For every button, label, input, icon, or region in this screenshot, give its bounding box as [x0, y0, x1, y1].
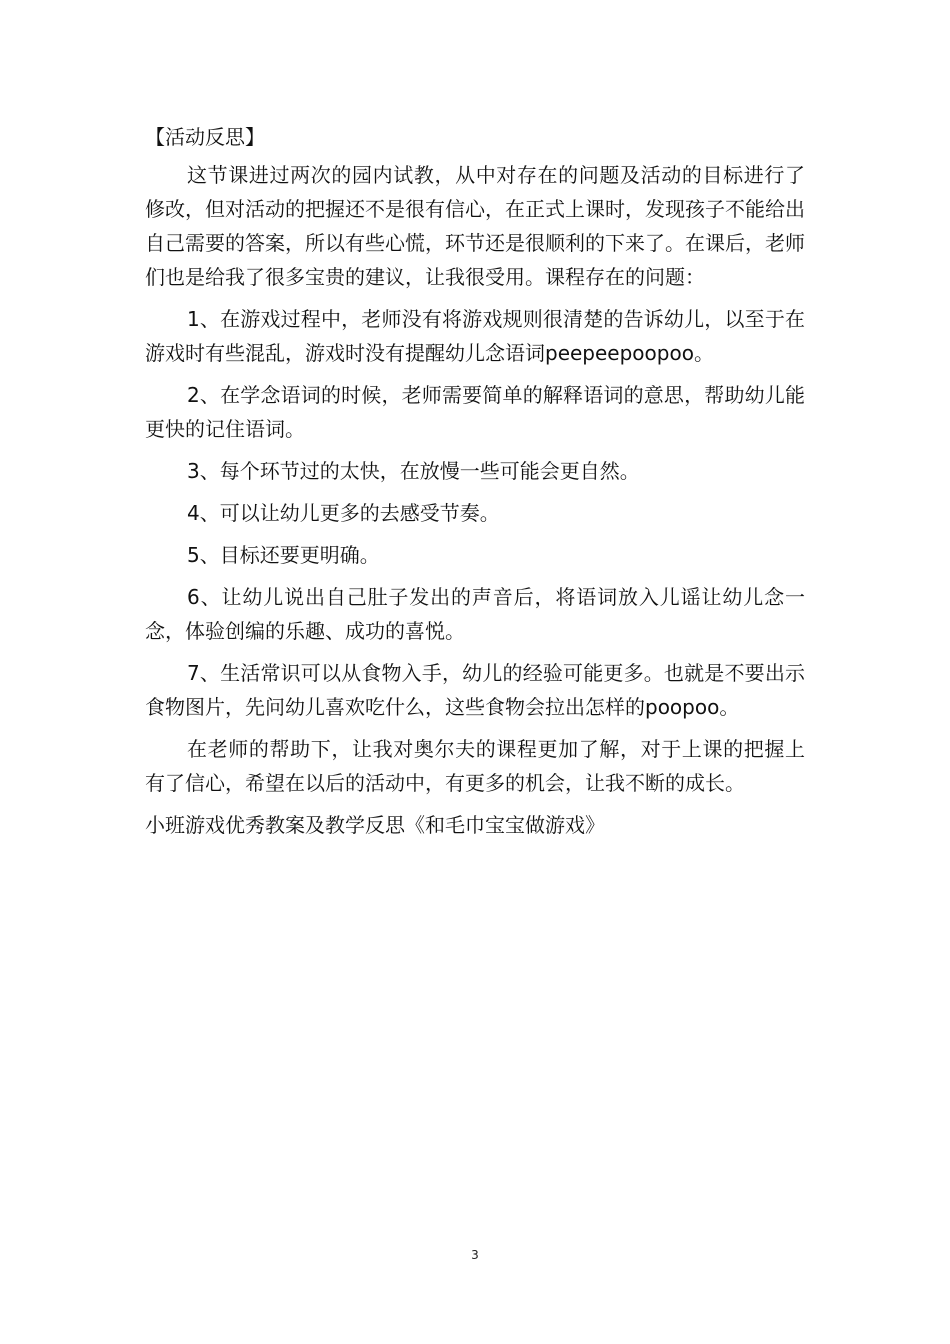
- problem-item-7: 7、生活常识可以从食物入手，幼儿的经验可能更多。也就是不要出示食物图片，先问幼儿喜欢吃什么，这些食物会拉出怎样的poopoo。: [145, 661, 805, 719]
- intro-paragraph: 这节课进过两次的园内试教，从中对存在的问题及活动的目标进行了修改，但对活动的把握还不是很有信心，在正式上课时，发现孩子不能给出自己需要的答案，所以有些心慌，环节还是很顺利的下来了。在课后，老师们也是给我了很多宝贵的建议，让我很受用。课程存在的问题：: [145, 163, 805, 289]
- conclusion-paragraph: 在老师的帮助下，让我对奥尔夫的课程更加了解，对于上课的把握上有了信心，希望在以后的活动中，有更多的机会，让我不断的成长。: [145, 737, 805, 795]
- problem-item-5: 5、目标还要更明确。: [187, 543, 380, 567]
- document-body: [145, 120, 805, 842]
- problem-item-3: 3、每个环节过的太快，在放慢一些可能会更自然。: [187, 459, 640, 483]
- problem-item-2: 2、在学念语词的时候，老师需要简单的解释语词的意思，帮助幼儿能更快的记住语词。: [145, 383, 805, 441]
- problem-item-1: 1、在游戏过程中，老师没有将游戏规则很清楚的告诉幼儿，以至于在游戏时有些混乱，游戏时没有提醒幼儿念语词peepeepoopoo。: [145, 307, 805, 365]
- section-heading: 【活动反思】: [145, 125, 265, 149]
- page-number: 3: [471, 1248, 479, 1262]
- problem-item-6: 6、让幼儿说出自己肚子发出的声音后，将语词放入儿谣让幼儿念一念，体验创编的乐趣、成功的喜悦。: [145, 585, 805, 643]
- next-lesson-title: 小班游戏优秀教案及教学反思《和毛巾宝宝做游戏》: [145, 813, 605, 837]
- problem-item-4: 4、可以让幼儿更多的去感受节奏。: [187, 501, 500, 525]
